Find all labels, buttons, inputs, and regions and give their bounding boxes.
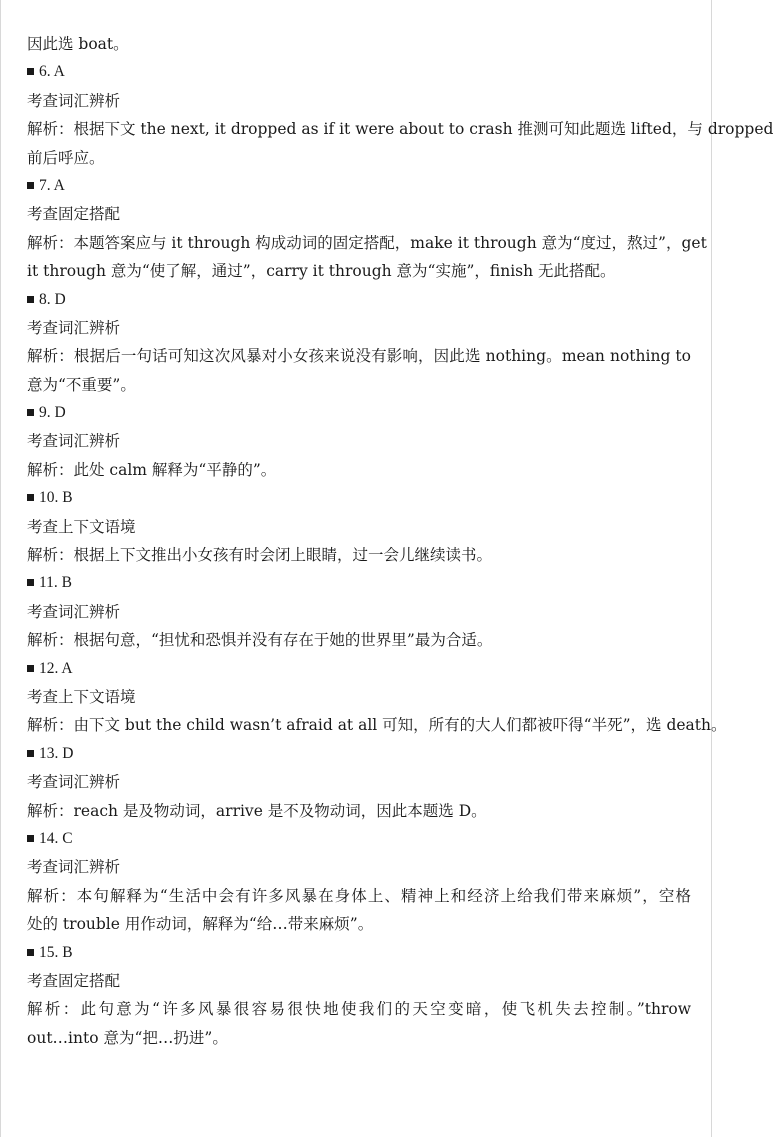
explanation-line: 解析：此处 calm 解释为“平静的”。 (27, 460, 277, 479)
explanation-line: 解析：本题答案应与 it through 构成动词的固定搭配，make it through 意为“度过，熬过”，get (27, 233, 707, 252)
explanation-line: 解析：根据句意，“担忧和恐惧并没有存在于她的世界里”最为合适。 (27, 631, 493, 650)
square-bullet-icon (27, 750, 34, 757)
explanation-line: 解析：根据下文 the next, it dropped as if it were about to crash 推测可知此题选 lifted，与 dropped (27, 120, 773, 139)
square-bullet-icon (27, 835, 34, 842)
explanation-line: 考查上下文语境 (27, 687, 136, 706)
question-heading (27, 740, 691, 768)
question-answer: 7. A (39, 176, 65, 194)
square-bullet-icon (27, 409, 34, 416)
explanation-line: 解析：根据上下文推出小女孩有时会闭上眼睛，过一会儿继续读书。 (27, 546, 493, 565)
question-heading (27, 286, 691, 314)
explanation-line: 考查固定搭配 (27, 971, 121, 990)
square-bullet-icon (27, 68, 34, 75)
explanation-line: 解析：由下文 but the child wasn’t afraid at all 可知，所有的大人们都被吓得“半死”，选 death。 (27, 716, 727, 735)
question-heading (27, 172, 691, 200)
explanation-line: 考查固定搭配 (27, 205, 121, 224)
question-heading (27, 569, 691, 597)
question-answer: 6. A (39, 63, 65, 81)
answer-explanations (27, 30, 773, 1052)
explanation-line: 解析：根据后一句话可知这次风暴对小女孩来说没有影响，因此选 nothing。mean nothing to (27, 347, 691, 366)
explanation-line: 解析：本句解释为“生活中会有许多风暴在身体上、精神上和经济上给我们带来麻烦”，空格 (27, 886, 691, 905)
explanation-line: 意为“不重要”。 (27, 375, 136, 394)
explanation-line: 考查词汇辨析 (27, 602, 121, 621)
question-answer: 8. D (39, 290, 66, 308)
question-heading (27, 825, 691, 853)
explanation-line: out…into 意为“把…扔进”。 (27, 1028, 228, 1047)
explanation-line: 前后呼应。 (27, 148, 105, 167)
question-heading (27, 939, 691, 967)
question-heading (27, 484, 691, 512)
explanation-line: 考查上下文语境 (27, 517, 136, 536)
explanation-line: 考查词汇辨析 (27, 773, 121, 792)
explanation-line: 考查词汇辨析 (27, 432, 121, 451)
explanation-line: it through 意为“使了解，通过”，carry it through 意为“实施”，finish 无此搭配。 (27, 262, 616, 281)
question-answer: 11. B (39, 574, 73, 592)
square-bullet-icon (27, 494, 34, 501)
question-answer: 13. D (39, 744, 74, 762)
question-answer: 14. C (39, 829, 73, 847)
question-answer: 9. D (39, 404, 66, 422)
square-bullet-icon (27, 296, 34, 303)
question-answer: 12. A (39, 659, 73, 677)
square-bullet-icon (27, 579, 34, 586)
explanation-line: 解析：此句意为“许多风暴很容易很快地使我们的天空变暗，使飞机失去控制。”throw (27, 1000, 691, 1019)
question-answer: 10. B (39, 489, 73, 507)
explanation-line: 考查词汇辨析 (27, 858, 121, 877)
explanation-line: 考查词汇辨析 (27, 91, 121, 110)
explanation-line: 因此选 boat。 (27, 35, 129, 53)
square-bullet-icon (27, 665, 34, 672)
question-heading (27, 655, 691, 683)
square-bullet-icon (27, 182, 34, 189)
question-answer: 15. B (39, 943, 73, 961)
question-heading (27, 58, 691, 86)
question-heading (27, 399, 691, 427)
explanation-line: 考查词汇辨析 (27, 318, 121, 337)
explanation-line: 处的 trouble 用作动词，解释为“给…带来麻烦”。 (27, 915, 374, 934)
square-bullet-icon (27, 949, 34, 956)
explanation-line: 解析：reach 是及物动词，arrive 是不及物动词，因此本题选 D。 (27, 801, 487, 820)
